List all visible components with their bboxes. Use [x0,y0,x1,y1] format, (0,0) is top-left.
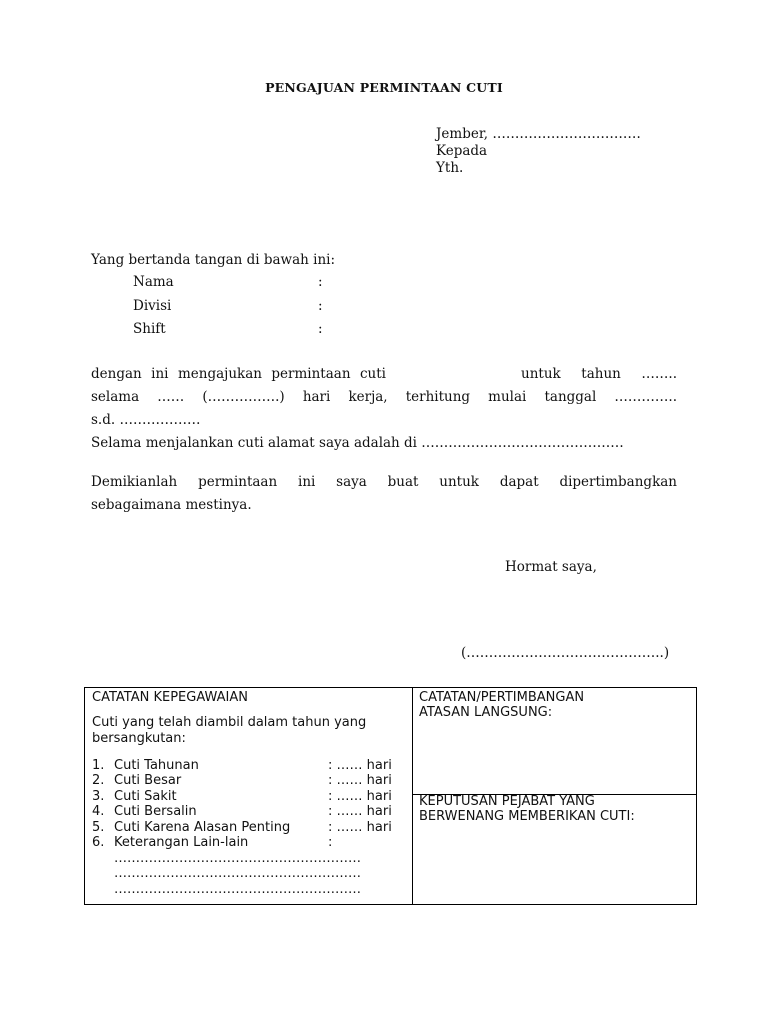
field-division-colon: : [318,298,323,314]
leave-item-num: 2. [92,773,105,788]
leave-item-label: Cuti Tahunan [114,758,199,773]
employee-notes-heading: CATATAN KEPEGAWAIAN [92,690,248,705]
dotted-line: ………………………………………………… [114,882,361,897]
request-line-1-right: untuk tahun …….. [521,366,677,382]
field-shift-colon: : [318,321,323,337]
leave-item-num: 6. [92,835,105,850]
place-date: Jember, …………………………… [436,126,641,142]
leave-item-num: 1. [92,758,105,773]
leave-item-label: Cuti Bersalin [114,804,197,819]
leave-taken-intro-2: bersangkutan: [92,731,186,746]
leave-item-value: : …… hari [328,789,392,804]
address-line: Selama menjalankan cuti alamat saya adalah di ……………………………………… [91,435,624,451]
signature-name-placeholder: (……………………………………..) [461,645,670,661]
request-line-1-left: dengan ini mengajukan permintaan cuti [91,366,386,382]
official-decision-heading-1: KEPUTUSAN PEJABAT YANG [419,794,595,809]
field-shift-label: Shift [133,321,166,337]
recipient-yth: Yth. [436,160,464,176]
field-name-colon: : [318,274,323,290]
signature-greeting: Hormat saya, [505,559,597,575]
closing-line-1: Demikianlah permintaan ini saya buat untuk dapat dipertimbangkan [91,474,677,490]
request-line-3: s.d. ……………… [91,412,201,428]
document-title: PENGAJUAN PERMINTAAN CUTI [265,80,503,95]
field-name-label: Nama [133,274,174,290]
approval-table [84,687,697,905]
field-division-label: Divisi [133,298,172,314]
leave-item-value: : [328,835,333,850]
leave-item-label: Cuti Besar [114,773,182,788]
leave-item-label: Cuti Karena Alasan Penting [114,820,291,835]
dotted-line: ………………………………………………… [114,851,361,866]
leave-item-value: : …… hari [328,820,392,835]
leave-item-value: : …… hari [328,773,392,788]
table-column-divider [412,688,413,905]
leave-item-value: : …… hari [328,758,392,773]
supervisor-notes-heading-2: ATASAN LANGSUNG: [419,705,553,720]
recipient-to: Kepada [436,143,488,159]
closing-line-2: sebagaimana mestinya. [91,497,252,513]
request-line-2: selama …… (…………….) hari kerja, terhitung mulai tanggal ………….. [91,389,677,405]
supervisor-notes-heading-1: CATATAN/PERTIMBANGAN [419,690,585,705]
leave-item-label: Keterangan Lain-lain [114,835,249,850]
leave-item-label: Cuti Sakit [114,789,177,804]
leave-taken-intro-1: Cuti yang telah diambil dalam tahun yang [92,715,367,730]
dotted-line: ………………………………………………… [114,866,361,881]
leave-item-num: 4. [92,804,105,819]
leave-item-num: 3. [92,789,105,804]
intro-text: Yang bertanda tangan di bawah ini: [91,252,336,268]
leave-item-value: : …… hari [328,804,392,819]
leave-item-num: 5. [92,820,105,835]
official-decision-heading-2: BERWENANG MEMBERIKAN CUTI: [419,809,635,824]
